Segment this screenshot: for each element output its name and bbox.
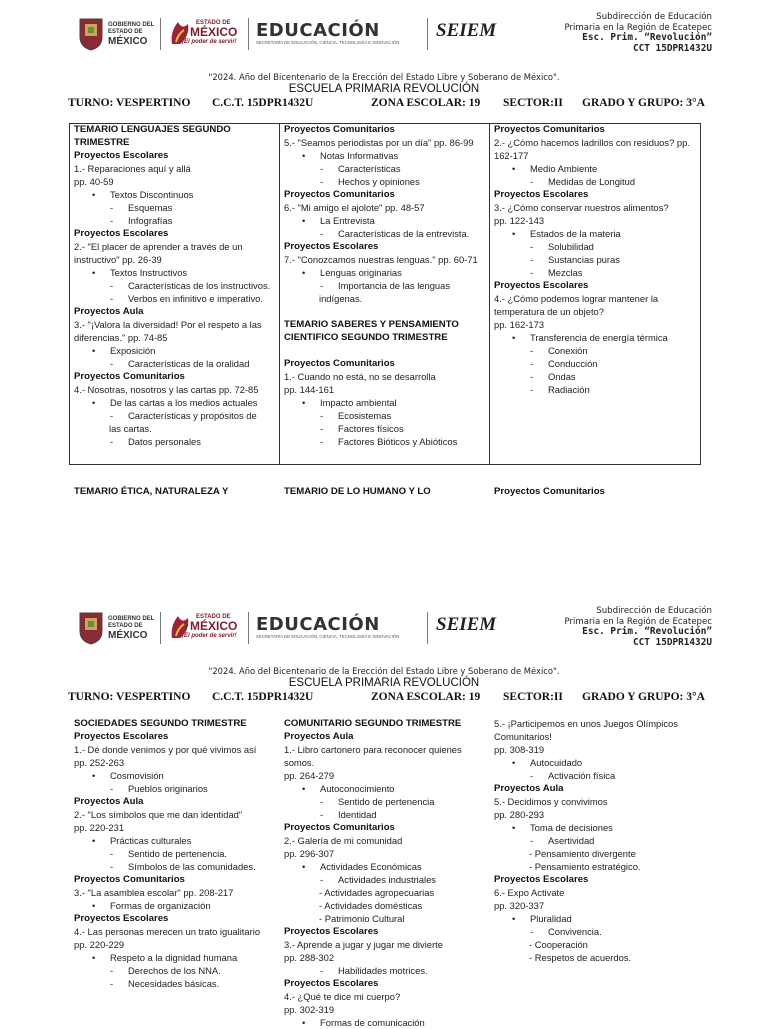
- gov-line2: ESTADO DE: [108, 623, 143, 629]
- sub-item: - Convivencia.: [494, 925, 698, 938]
- topic-line: 1.- Dé donde venimos y por qué vivimos así: [74, 744, 257, 755]
- bullet-item: • Notas Informativas: [284, 149, 488, 162]
- subdir-line1: Subdirección de Educación: [596, 12, 712, 22]
- gov-line3: MÉXICO: [108, 630, 148, 641]
- section-heading: CIENTIFICO SEGUNDO TRIMESTRE: [284, 332, 448, 343]
- topic-line: 2.- ¿Cómo hacemos ladrillos con residuos? pp.: [494, 137, 690, 148]
- topic-line: pp. 308-319: [494, 744, 545, 755]
- shield-icon: [78, 17, 104, 51]
- bullet-item: • Cosmovisión: [74, 769, 278, 782]
- topic-line: 3.- "La asamblea escolar" pp. 208-217: [74, 887, 234, 898]
- gov-line1: GOBIERNO DEL: [108, 616, 155, 622]
- sub-item: - Ecosistemas: [284, 409, 488, 422]
- section-heading: Proyectos Escolares: [74, 731, 169, 742]
- sub-item: - Medidas de Longitud: [494, 175, 698, 188]
- topic-line: 6.- Expo Activate: [494, 887, 565, 898]
- gov-line1: GOBIERNO DEL: [108, 22, 155, 28]
- sub-item: - Patrimonio Cultural: [319, 913, 405, 924]
- bullet-item: • Formas de comunicación: [284, 1016, 488, 1029]
- sub-item: - Hechos y opiniones: [284, 175, 488, 188]
- topic-line: Comunitarios!: [494, 731, 552, 742]
- sub-item: - Derechos de los NNA.: [74, 964, 278, 977]
- sub-item: - Sentido de pertenencia.: [74, 847, 278, 860]
- topic-line: instructivo" pp. 26-39: [74, 254, 162, 265]
- bullet-item: • Toma de decisiones: [494, 821, 698, 834]
- section-heading: SOCIEDADES SEGUNDO TRIMESTRE: [74, 718, 247, 729]
- bullet-item: • Autocuidado: [494, 756, 698, 769]
- sub-item: indígenas.: [319, 293, 363, 304]
- school-name: ESCUELA PRIMARIA REVOLUCIÓN: [288, 83, 480, 95]
- topic-line: 4.- ¿Qué te dice mi cuerpo?: [284, 991, 401, 1002]
- sub-item: - Conducción: [494, 357, 698, 370]
- section-heading: Proyectos Aula: [284, 731, 354, 742]
- topic-line: somos.: [284, 757, 315, 768]
- edomex-main: MÉXICO: [190, 619, 238, 633]
- edomex-slogan: ¡El poder de servir!: [182, 633, 237, 639]
- section-heading: Proyectos Aula: [74, 796, 144, 807]
- sub-item: - Características: [284, 162, 488, 175]
- sub-item: - Mezclas: [494, 266, 698, 279]
- educacion-title: EDUCACIÓN: [256, 20, 380, 41]
- bullet-item: • Respeto a la dignidad humana: [74, 951, 278, 964]
- topic-line: diferencias." pp. 74-85: [74, 332, 168, 343]
- topic-line: 4.- Nosotras, nosotros y las cartas pp. 72-85: [74, 384, 259, 395]
- topic-line: temperatura de un objeto?: [494, 306, 604, 317]
- motto: "2024. Año del Bicentenario de la Erección del Estado Libre y Soberano de México".: [208, 72, 560, 82]
- subdir-line4: CCT 15DPR1432U: [632, 636, 712, 648]
- section-heading: Proyectos Escolares: [284, 978, 379, 989]
- section-heading: Proyectos Escolares: [494, 189, 589, 200]
- topic-line: pp. 162-173: [494, 319, 545, 330]
- topic-line: 2.- "El placer de aprender a través de un: [74, 241, 243, 252]
- bullet-item: • Pluralidad: [494, 912, 698, 925]
- sub-item: - Características y propósitos de: [74, 409, 278, 422]
- grado-grupo: GRADO Y GRUPO: 3°A: [582, 97, 705, 109]
- section-heading: Proyectos Comunitarios: [284, 822, 395, 833]
- turno: TURNO: VESPERTINO: [68, 97, 191, 109]
- column-juegos: [494, 717, 698, 964]
- section-heading: Proyectos Comunitarios: [284, 124, 395, 135]
- topic-line: pp. 122-143: [494, 215, 545, 226]
- bullet-item: • Autoconocimiento: [284, 782, 488, 795]
- gov-line3: MÉXICO: [108, 36, 148, 47]
- sub-item: - Factores físicos: [284, 422, 488, 435]
- column-comunitario: [284, 717, 488, 1029]
- sub-item: - Verbos en infinitivo e imperativo.: [74, 292, 278, 305]
- subdir-line2: Primaria en la Región de Ecatepec: [564, 22, 712, 33]
- sub-item: - Cooperación: [529, 939, 588, 950]
- bullet-item: • Actividades Económicas: [284, 860, 488, 873]
- column-lenguajes: [74, 123, 278, 448]
- subdireccion-block: [564, 606, 712, 648]
- sector: SECTOR:II: [503, 97, 563, 109]
- subdir-line3: Esc. Prim. “Revolución”: [582, 626, 712, 637]
- sub-item: - Necesidades básicas.: [74, 977, 278, 990]
- section-heading: Proyectos Escolares: [494, 874, 589, 885]
- sub-item: - Solubilidad: [494, 240, 698, 253]
- topic-line: 3.- ¿Cómo conservar nuestros alimentos?: [494, 202, 669, 213]
- sub-item: - Infografías: [74, 214, 278, 227]
- sub-item: - Conexión: [494, 344, 698, 357]
- sub-item: - Actividades industriales: [284, 873, 488, 886]
- school-name: ESCUELA PRIMARIA REVOLUCIÓN: [288, 677, 480, 689]
- section-heading: Proyectos Escolares: [74, 228, 169, 239]
- grado-grupo: GRADO Y GRUPO: 3°A: [582, 691, 705, 703]
- temario-humano-heading: TEMARIO DE LO HUMANO Y LO: [284, 486, 431, 497]
- educacion-subtitle: SECRETARÍA DE EDUCACIÓN, CIENCIA, TECNOLOGÍA E INNOVACIÓN: [256, 634, 400, 639]
- bullet-item: • Prácticas culturales: [74, 834, 278, 847]
- cct: C.C.T. 15DPR1432U: [212, 691, 314, 703]
- bullet-item: • Lenguas originarias: [284, 266, 488, 279]
- sub-item: - Símbolos de las comunidades.: [74, 860, 278, 873]
- section-heading: Proyectos Aula: [494, 783, 564, 794]
- zona-escolar: ZONA ESCOLAR: 19: [371, 97, 481, 109]
- bullet-item: • Formas de organización: [74, 899, 278, 912]
- bullet-item: • Exposición: [74, 344, 278, 357]
- sub-item: - Pensamiento divergente: [529, 848, 636, 859]
- sub-item: - Datos personales: [74, 435, 278, 448]
- educacion-subtitle: SECRETARÍA DE EDUCACIÓN, CIENCIA, TECNOLOGÍA E INNOVACIÓN: [256, 40, 400, 45]
- topic-line: pp. 288-302: [284, 952, 335, 963]
- shield-icon: [78, 611, 104, 645]
- topic-line: 3.- Aprende a jugar y jugar me divierte: [284, 939, 443, 950]
- sub-item: - Asertividad: [494, 834, 698, 847]
- edomex-top: ESTADO DE: [196, 614, 231, 620]
- topic-line: 4.- ¿Cómo podemos lograr mantener la: [494, 293, 659, 304]
- bullet-item: • Medio Ambiente: [494, 162, 698, 175]
- sub-item: - Características de la oralidad: [74, 357, 278, 370]
- section-heading: Proyectos Escolares: [284, 241, 379, 252]
- sub-item: las cartas.: [109, 423, 152, 434]
- sub-item: - Identidad: [284, 808, 488, 821]
- sub-item: - Habilidades motrices.: [284, 964, 488, 977]
- zona-escolar: ZONA ESCOLAR: 19: [371, 691, 481, 703]
- sector: SECTOR:II: [503, 691, 563, 703]
- edomex-main: MÉXICO: [190, 25, 238, 39]
- sub-item: - Características de la entrevista.: [284, 227, 488, 240]
- topic-line: pp. 302-319: [284, 1004, 335, 1015]
- topic-line: 7.- "Conozcamos nuestras lenguas." pp. 60-71: [284, 254, 478, 265]
- section-heading: Proyectos Escolares: [74, 913, 169, 924]
- spacer: [284, 344, 488, 357]
- cct: C.C.T. 15DPR1432U: [212, 97, 314, 109]
- column-saberes: [284, 123, 488, 448]
- sub-item: - Actividades domésticas: [319, 900, 423, 911]
- sub-item: - Características de los instructivos.: [74, 279, 278, 292]
- subdir-line2: Primaria en la Región de Ecatepec: [564, 616, 712, 627]
- topic-line: 2.- "Los símbolos que me dan identidad": [74, 809, 243, 820]
- turno: TURNO: VESPERTINO: [68, 691, 191, 703]
- topic-line: pp. 280-293: [494, 809, 545, 820]
- section-heading: Proyectos Comunitarios: [284, 189, 395, 200]
- topic-line: 2.- Galería de mi comunidad: [284, 835, 403, 846]
- bullet-item: • Transferencia de energía térmica: [494, 331, 698, 344]
- seiem-logo: SEIEM: [436, 614, 497, 635]
- topic-line: pp. 296-307: [284, 848, 335, 859]
- gov-line2: ESTADO DE: [108, 29, 143, 35]
- topic-line: 5.- Decidimos y convivimos: [494, 796, 608, 807]
- spacer: [284, 305, 488, 318]
- subdireccion-block: [564, 12, 712, 54]
- bullet-item: • Estados de la materia: [494, 227, 698, 240]
- section-heading: Proyectos Escolares: [494, 280, 589, 291]
- sub-item: - Actividades agropecuarias: [319, 887, 435, 898]
- sub-item: - Esquemas: [74, 201, 278, 214]
- topic-line: 5.- ¡Participemos en unos Juegos Olímpicos: [494, 718, 678, 729]
- subdir-line4: CCT 15DPR1432U: [632, 42, 712, 54]
- topic-line: 1.- Cuando no está, no se desarrolla: [284, 371, 436, 382]
- educacion-title: EDUCACIÓN: [256, 614, 380, 635]
- topic-line: pp. 320-337: [494, 900, 545, 911]
- section-heading: COMUNITARIO SEGUNDO TRIMESTRE: [284, 718, 462, 729]
- subdir-line1: Subdirección de Educación: [596, 606, 712, 616]
- topic-line: pp. 40-59: [74, 176, 114, 187]
- topic-line: 4.- Las personas merecen un trato igualitario: [74, 926, 261, 937]
- bullet-item: • Impacto ambiental: [284, 396, 488, 409]
- bullet-item: • De las cartas a los medios actuales: [74, 396, 278, 409]
- column-comunitarios: [494, 123, 698, 396]
- topic-line: 6.- "Mi amigo el ajolote" pp. 48-57: [284, 202, 425, 213]
- section-heading: Proyectos Escolares: [284, 926, 379, 937]
- sub-item: - Ondas: [494, 370, 698, 383]
- topic-line: pp. 220-231: [74, 822, 125, 833]
- topic-line: 5.- "Seamos periodistas por un día" pp. 86-99: [284, 137, 474, 148]
- bullet-item: • Textos Instructivos: [74, 266, 278, 279]
- sub-item: - Radiación: [494, 383, 698, 396]
- proyectos-comunitarios-heading: Proyectos Comunitarios: [494, 486, 605, 497]
- bullet-item: • Textos Discontinuos: [74, 188, 278, 201]
- sub-item: - Importancia de las lenguas: [284, 279, 488, 292]
- topic-line: 162-177: [494, 150, 529, 161]
- bullet-item: • La Entrevista: [284, 214, 488, 227]
- section-heading: Proyectos Comunitarios: [74, 371, 185, 382]
- section-heading: Proyectos Comunitarios: [494, 124, 605, 135]
- sub-item: - Pueblos originarios: [74, 782, 278, 795]
- topic-line: pp. 264-279: [284, 770, 335, 781]
- seiem-logo: SEIEM: [436, 20, 497, 41]
- topic-line: pp. 252-263: [74, 757, 125, 768]
- section-heading: TEMARIO LENGUAJES SEGUNDO TRIMESTRE: [74, 124, 231, 148]
- sub-item: - Activación física: [494, 769, 698, 782]
- topic-line: 1.- Reparaciones aquí y allá: [74, 163, 191, 174]
- section-heading: Proyectos Escolares: [74, 150, 169, 161]
- sub-item: - Pensamiento estratégico.: [529, 861, 641, 872]
- sub-item: - Sentido de pertenencia: [284, 795, 488, 808]
- edomex-slogan: ¡El poder de servir!: [182, 39, 237, 45]
- subdir-line3: Esc. Prim. “Revolución”: [582, 32, 712, 43]
- sub-item: - Respetos de acuerdos.: [529, 952, 632, 963]
- section-heading: Proyectos Aula: [74, 306, 144, 317]
- column-sociedades: [74, 717, 278, 990]
- section-heading: Proyectos Comunitarios: [284, 358, 395, 369]
- edomex-top: ESTADO DE: [196, 20, 231, 26]
- topic-line: 3.- "¡Valora la diversidad! Por el respeto a las: [74, 319, 262, 330]
- topic-line: pp. 144-161: [284, 384, 335, 395]
- sub-item: - Factores Bióticos y Abióticos: [284, 435, 488, 448]
- temario-etica-heading: TEMARIO ÉTICA, NATURALEZA Y: [74, 486, 229, 497]
- section-heading: TEMARIO SABERES Y PENSAMIENTO: [284, 319, 459, 330]
- section-heading: Proyectos Comunitarios: [74, 874, 185, 885]
- topic-line: 1.- Libro cartonero para reconocer quienes: [284, 744, 462, 755]
- sub-item: - Sustancias puras: [494, 253, 698, 266]
- motto: "2024. Año del Bicentenario de la Erección del Estado Libre y Soberano de México".: [208, 666, 560, 676]
- topic-line: pp. 220-229: [74, 939, 125, 950]
